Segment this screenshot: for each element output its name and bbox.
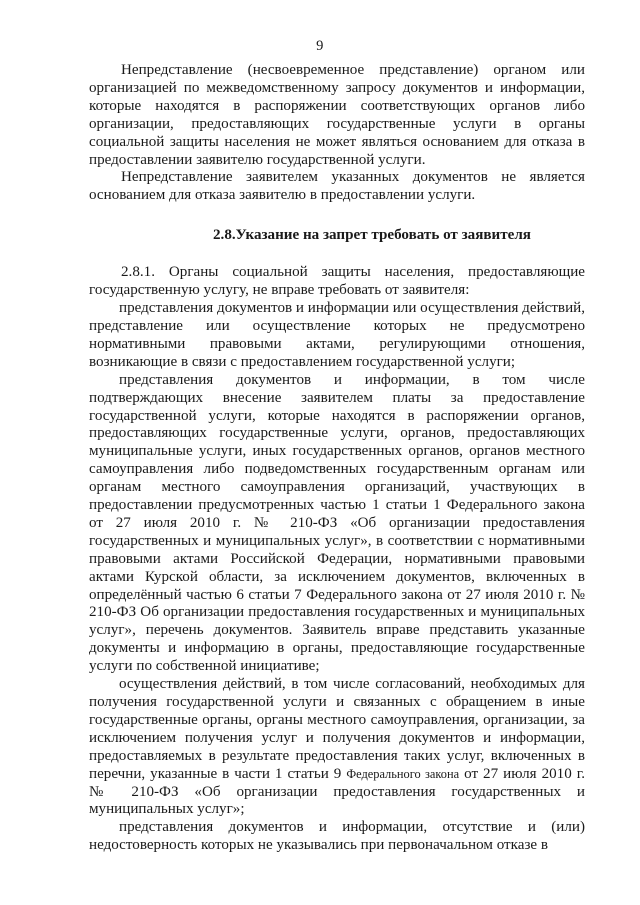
list-item-4: представления документов и информации, отсутствие и (или) недостоверность которых не указывались при первоначальном отказе в (89, 819, 585, 854)
list-item-3-text-a: осуществления действий, в том числе согласований, необходимых для получения государственной услуги и связанных с обращением в иные государственные органы, органы местного самоуправления, организации, за исключением получения услуг и получения документов и информации, предоставляемых в результате предоставления таких услуг, включенных в перечни, указанные в части 1 статьи 9 (89, 676, 585, 782)
list-item-3-text-b: от 27 июля 2010 г. № 210-ФЗ «Об организации предоставления государственных и муниципальных услуг»; (89, 765, 586, 818)
page-number: 9 (316, 38, 324, 54)
list-item-1: представления документов и информации или осуществления действий, представление или осуществление которых не предусмотрено нормативными правовыми актами, регулирующими отношения, возникающие в связи с предоставлением государственной услуги; (89, 300, 585, 370)
document-body (89, 62, 585, 855)
section-heading: 2.8.Указание на запрет требовать от заявителя (213, 227, 531, 244)
list-item-3 (89, 676, 585, 819)
paragraph-nonsubmission-by-agency: Непредставление (несвоевременное представление) органом или организацией по межведомственному запросу документов и информации, которые находятся в распоряжении соответствующих органов либо организации, предоставляющих государственные услуги в органы социальной защиты населения не может являться основанием для отказа в предоставлении заявителю государственной услуги. (89, 62, 585, 168)
paragraph-2-8-1-intro: 2.8.1. Органы социальной защиты населения, предоставляющие государственную услугу, не вправе требовать от заявителя: (89, 264, 585, 299)
list-item-2: представления документов и информации, в том числе подтверждающих внесение заявителем платы за предоставление государственной услуги, которые находятся в распоряжении органов, предоставляющих государственные услуги, органов, предоставляющих муниципальные услуги, иных государственных органов, органов местного самоуправления либо подведомственных государственным органам или органам местного самоуправления организаций, участвующих в предоставлении предусмотренных частью 1 статьи 1 Федерального закона от 27 июля 2010 г. № 210-ФЗ «Об организации предоставления государственных и муниципальных услуг», в соответствии с нормативными правовыми актами Российской Федерации, нормативными правовыми актами Курской области, за исключением документов, включенных в определённый частью 6 статьи 7 Федерального закона от 27 июля 2010 г. № 210-ФЗ Об организации предоставления государственных и муниципальных услуг», перечень документов. Заявитель вправе представить указанные документы и информацию в органы, предоставляющие государственные услуги по собственной инициативе; (89, 371, 585, 675)
paragraph-nonsubmission-by-applicant: Непредставление заявителем указанных документов не является основанием для отказа заявителю в предоставлении услуги. (89, 169, 585, 204)
list-item-3-law-ref: Федерального закона (346, 766, 460, 781)
